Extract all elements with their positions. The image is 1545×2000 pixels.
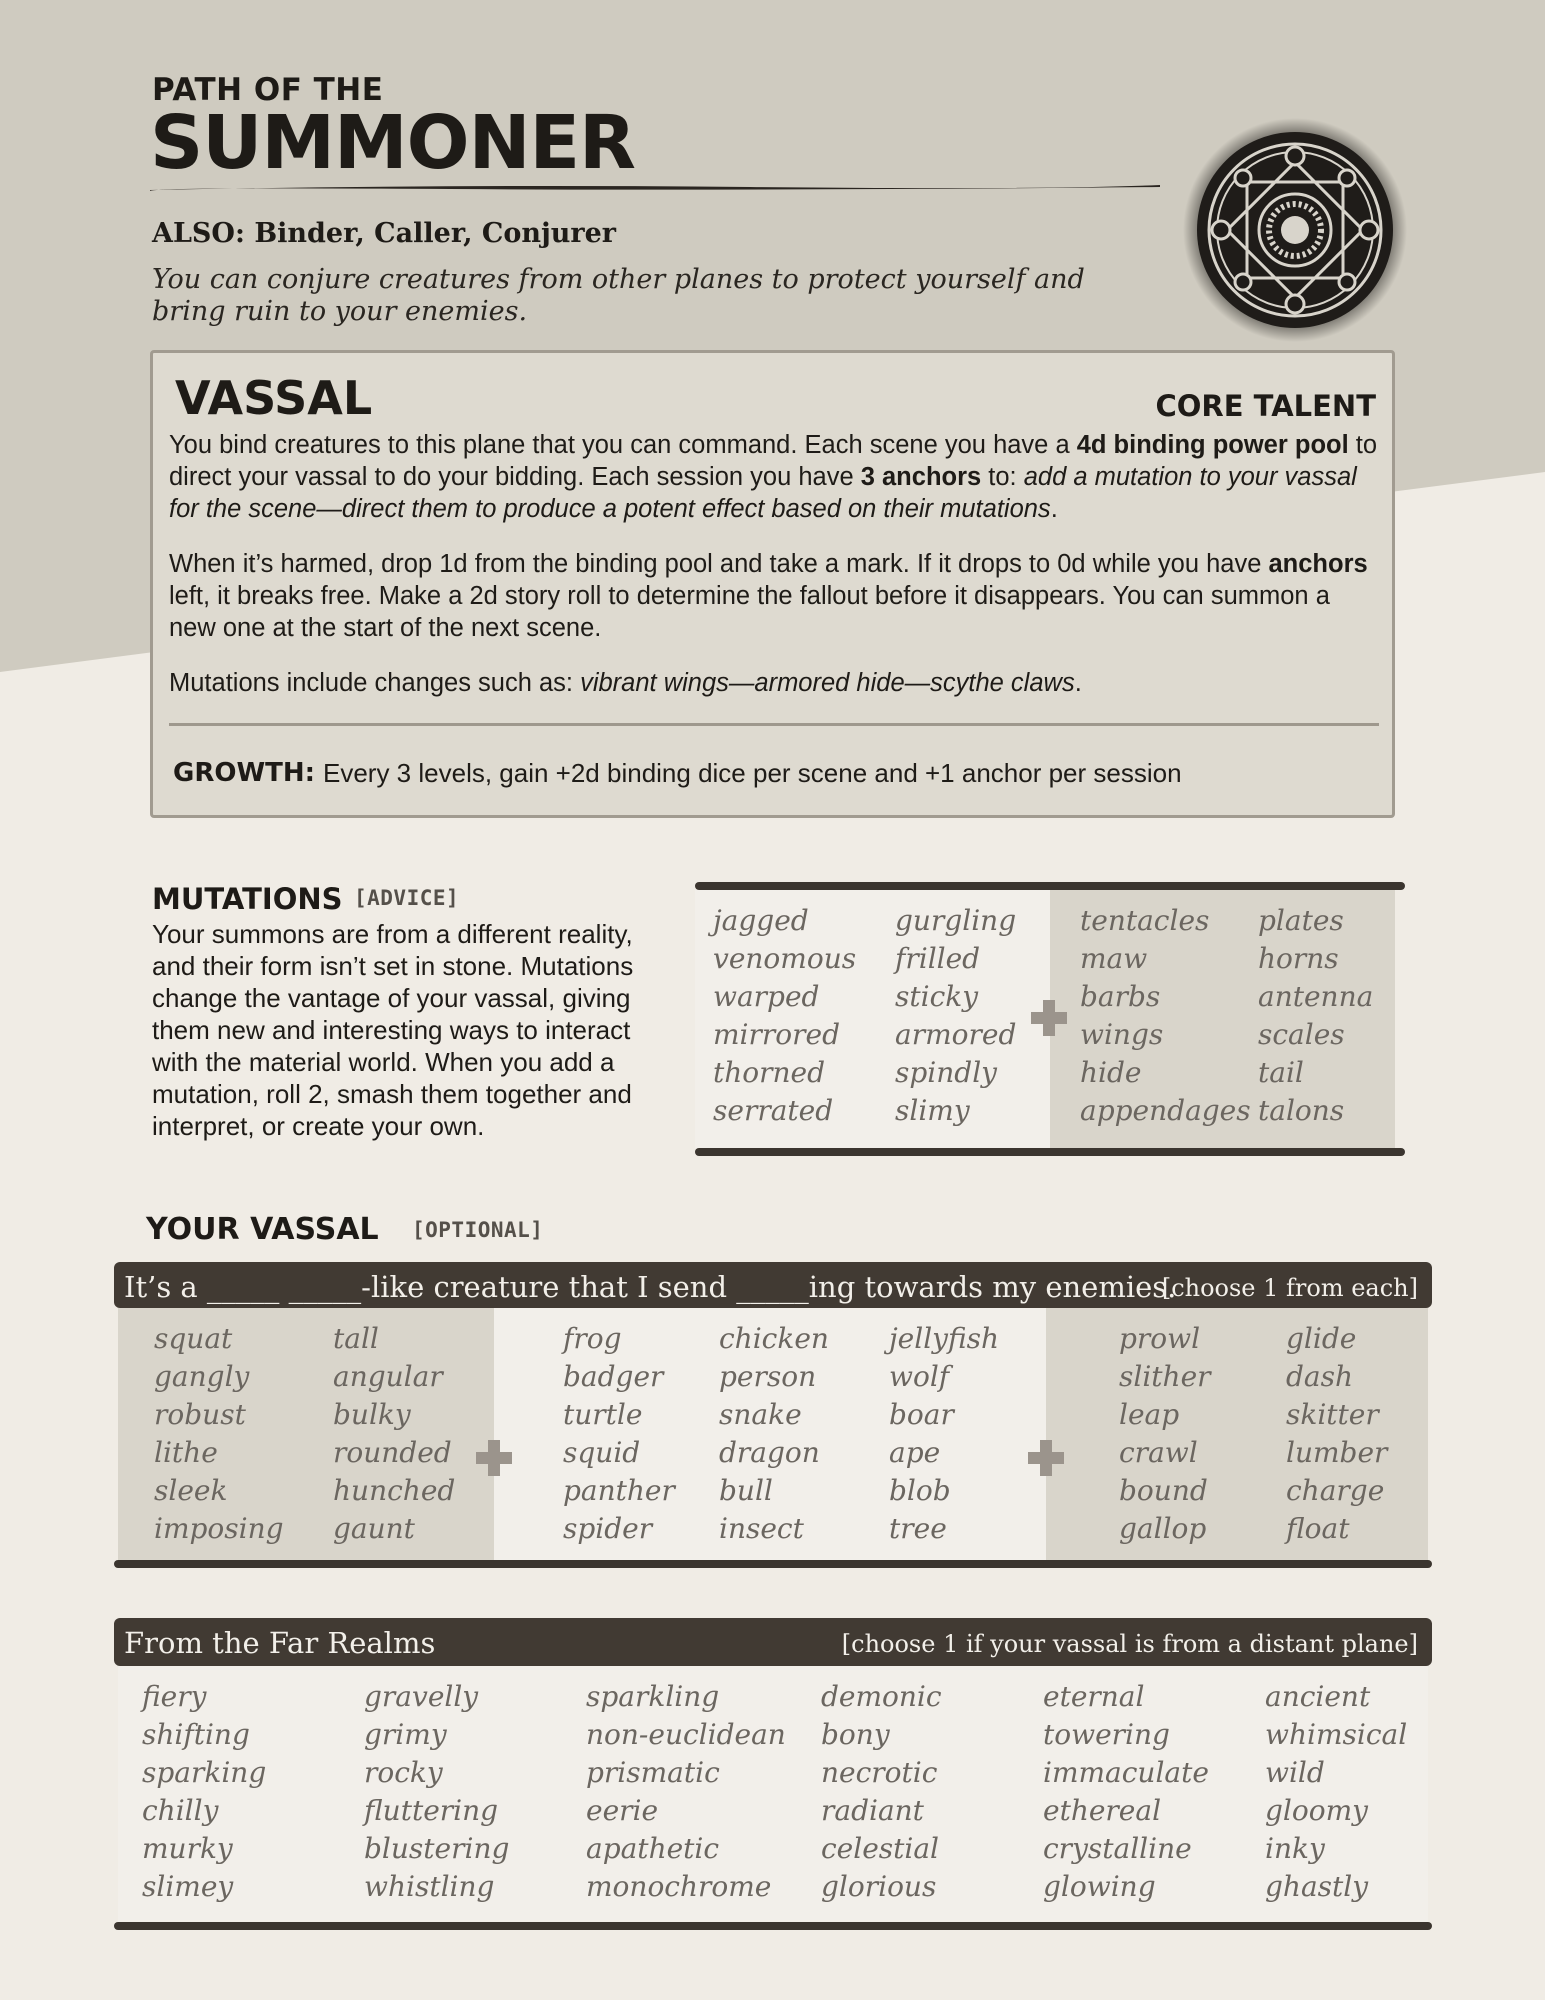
list-item: non-euclidean <box>586 1718 786 1751</box>
your-vassal-title: YOUR VASSAL <box>146 1212 379 1247</box>
list-item: murky <box>142 1832 233 1865</box>
list-item: ape <box>889 1436 941 1469</box>
list-item: maw <box>1080 942 1148 975</box>
list-item: ethereal <box>1043 1794 1162 1827</box>
list-item: squat <box>154 1322 233 1355</box>
far-realms-hint: [choose 1 if your vassal is from a distant plane] <box>841 1630 1418 1658</box>
list-item: angular <box>333 1360 443 1393</box>
table-bottom-bar <box>114 1560 1432 1568</box>
list-item: bony <box>821 1718 890 1751</box>
list-item: grimy <box>364 1718 447 1751</box>
page-title: SUMMONER <box>150 100 636 186</box>
list-item: fiery <box>142 1680 207 1713</box>
list-item: hunched <box>333 1474 456 1507</box>
list-item: insect <box>719 1512 804 1545</box>
list-item: leap <box>1119 1398 1180 1431</box>
also-known-as: ALSO: Binder, Caller, Conjurer <box>152 218 617 249</box>
list-item: panther <box>563 1474 675 1507</box>
list-item: sleek <box>154 1474 228 1507</box>
list-item: ancient <box>1265 1680 1371 1713</box>
list-item: sticky <box>895 980 979 1013</box>
talent-paragraph-2: When it’s harmed, drop 1d from the binding pool and take a mark. If it drops to 0d while you have anchors left, it breaks free. Make a 2d story roll to determine the fallout before it disappears. You can summon a new one at the start of the next scene. <box>169 550 1368 642</box>
talent-paragraph-3: Mutations include changes such as: vibrant wings—armored hide—scythe claws. <box>169 669 1082 697</box>
list-item: immaculate <box>1043 1756 1209 1789</box>
list-item: fluttering <box>364 1794 499 1827</box>
list-item: whimsical <box>1265 1718 1408 1751</box>
list-item: charge <box>1286 1474 1385 1507</box>
list-item: rounded <box>333 1436 452 1469</box>
optional-tag: [OPTIONAL] <box>412 1218 544 1242</box>
list-item: frog <box>563 1322 622 1355</box>
list-item: float <box>1286 1512 1350 1545</box>
list-item: inky <box>1265 1832 1325 1865</box>
talent-paragraph-1: You bind creatures to this plane that you can command. Each scene you have a 4d binding power pool to direct your vassal to do your bidding. Each session you have 3 anchors to: add a mutation to your vassal for the scene—direct them to produce a potent effect based on their mutations. <box>169 431 1378 523</box>
list-item: gangly <box>154 1360 250 1393</box>
list-item: skitter <box>1286 1398 1379 1431</box>
list-item: tail <box>1258 1056 1304 1089</box>
list-item: eerie <box>586 1794 659 1827</box>
list-item: tall <box>333 1322 379 1355</box>
list-item: appendages <box>1080 1094 1251 1127</box>
vassal-sentence: It’s a _____ _____-like creature that I send _____ing towards my enemies. <box>124 1270 1177 1304</box>
growth-text: Every 3 levels, gain +2d binding dice per scene and +1 anchor per session <box>323 758 1182 788</box>
vassal-hint: [choose 1 from each] <box>1161 1274 1418 1302</box>
plus-icon <box>1031 1000 1067 1036</box>
list-item: spider <box>563 1512 653 1545</box>
list-item: whistling <box>364 1870 495 1903</box>
list-item: warped <box>713 980 820 1013</box>
list-item: ghastly <box>1265 1870 1369 1903</box>
list-item: bound <box>1119 1474 1208 1507</box>
table-bottom-bar <box>114 1922 1432 1930</box>
movement-panel <box>1046 1308 1428 1560</box>
list-item: wild <box>1265 1756 1325 1789</box>
list-item: gurgling <box>895 904 1017 937</box>
list-item: eternal <box>1043 1680 1145 1713</box>
list-item: glowing <box>1043 1870 1156 1903</box>
list-item: jellyfish <box>889 1322 1000 1355</box>
list-item: apathetic <box>586 1832 720 1865</box>
list-item: blustering <box>364 1832 510 1865</box>
list-item: bulky <box>333 1398 411 1431</box>
list-item: lumber <box>1286 1436 1388 1469</box>
list-item: crawl <box>1119 1436 1198 1469</box>
list-item: chicken <box>719 1322 829 1355</box>
list-item: gallop <box>1119 1512 1207 1545</box>
list-item: shifting <box>142 1718 250 1751</box>
list-item: crystalline <box>1043 1832 1192 1865</box>
talent-name: VASSAL <box>175 371 373 425</box>
list-item: imposing <box>154 1512 284 1545</box>
core-talent-box <box>150 350 1395 818</box>
list-item: frilled <box>895 942 981 975</box>
list-item: boar <box>889 1398 954 1431</box>
list-item: monochrome <box>586 1870 772 1903</box>
your-vassal-table <box>114 1262 1432 1572</box>
list-item: prismatic <box>586 1756 720 1789</box>
mutations-title: MUTATIONS <box>152 882 343 916</box>
list-item: armored <box>895 1018 1017 1051</box>
list-item: dragon <box>719 1436 820 1469</box>
mutations-description: Your summons are from a different reality, and their form isn’t set in stone. Mutations change the vantage of your vassal, giving them new and interesting ways to interact with the material world. When you add a mutation, roll 2, smash them together and interpret, or create your own. <box>152 919 634 1141</box>
far-realms-header-bar <box>114 1618 1432 1666</box>
vassal-header-bar <box>114 1262 1432 1308</box>
list-item: hide <box>1080 1056 1142 1089</box>
mutations-table <box>695 882 1405 1156</box>
far-realms-panel <box>118 1666 1428 1922</box>
advice-tag: [ADVICE] <box>354 886 460 910</box>
plus-icon <box>476 1440 512 1476</box>
list-item: towering <box>1043 1718 1170 1751</box>
list-item: mirrored <box>713 1018 841 1051</box>
table-bottom-bar <box>695 1148 1405 1156</box>
far-realms-title: From the Far Realms <box>124 1626 436 1660</box>
talent-type: CORE TALENT <box>1155 389 1376 423</box>
path-of-label: PATH OF THE <box>152 72 384 108</box>
list-item: tentacles <box>1080 904 1210 937</box>
list-item: sparkling <box>586 1680 720 1713</box>
list-item: slimey <box>142 1870 234 1903</box>
arcane-seal-icon <box>1175 110 1415 350</box>
list-item: spindly <box>895 1056 997 1089</box>
list-item: jagged <box>713 904 809 937</box>
list-item: celestial <box>821 1832 940 1865</box>
list-item: tree <box>889 1512 947 1545</box>
list-item: glorious <box>821 1870 937 1903</box>
list-item: radiant <box>821 1794 924 1827</box>
list-item: robust <box>154 1398 246 1431</box>
title-divider <box>150 182 1160 194</box>
list-item: horns <box>1258 942 1339 975</box>
list-item: sparking <box>142 1756 267 1789</box>
list-item: gravelly <box>364 1680 479 1713</box>
list-item: barbs <box>1080 980 1161 1013</box>
list-item: gloomy <box>1265 1794 1368 1827</box>
list-item: snake <box>719 1398 802 1431</box>
list-item: glide <box>1286 1322 1357 1355</box>
list-item: slimy <box>895 1094 970 1127</box>
list-item: lithe <box>154 1436 218 1469</box>
list-item: chilly <box>142 1794 219 1827</box>
growth-label: GROWTH: <box>173 758 316 788</box>
list-item: bull <box>719 1474 773 1507</box>
plus-icon <box>1028 1440 1064 1476</box>
list-item: dash <box>1286 1360 1354 1393</box>
list-item: squid <box>563 1436 641 1469</box>
far-realms-table <box>114 1618 1432 1938</box>
table-top-bar <box>695 882 1405 890</box>
list-item: serrated <box>713 1094 834 1127</box>
list-item: person <box>719 1360 817 1393</box>
list-item: slither <box>1119 1360 1211 1393</box>
list-item: plates <box>1258 904 1344 937</box>
list-item: gaunt <box>333 1512 415 1545</box>
list-item: thorned <box>713 1056 826 1089</box>
list-item: wings <box>1080 1018 1164 1051</box>
list-item: prowl <box>1119 1322 1201 1355</box>
list-item: turtle <box>563 1398 643 1431</box>
divider <box>169 723 1379 726</box>
list-item: rocky <box>364 1756 443 1789</box>
list-item: talons <box>1258 1094 1345 1127</box>
intro-text: You can conjure creatures from other planes to protect yourself and bring ruin to your enemies. <box>152 264 1085 327</box>
list-item: demonic <box>821 1680 942 1713</box>
list-item: scales <box>1258 1018 1345 1051</box>
list-item: wolf <box>889 1360 950 1393</box>
list-item: antenna <box>1258 980 1374 1013</box>
list-item: necrotic <box>821 1756 938 1789</box>
list-item: badger <box>563 1360 664 1393</box>
list-item: blob <box>889 1474 951 1507</box>
list-item: venomous <box>713 942 857 975</box>
